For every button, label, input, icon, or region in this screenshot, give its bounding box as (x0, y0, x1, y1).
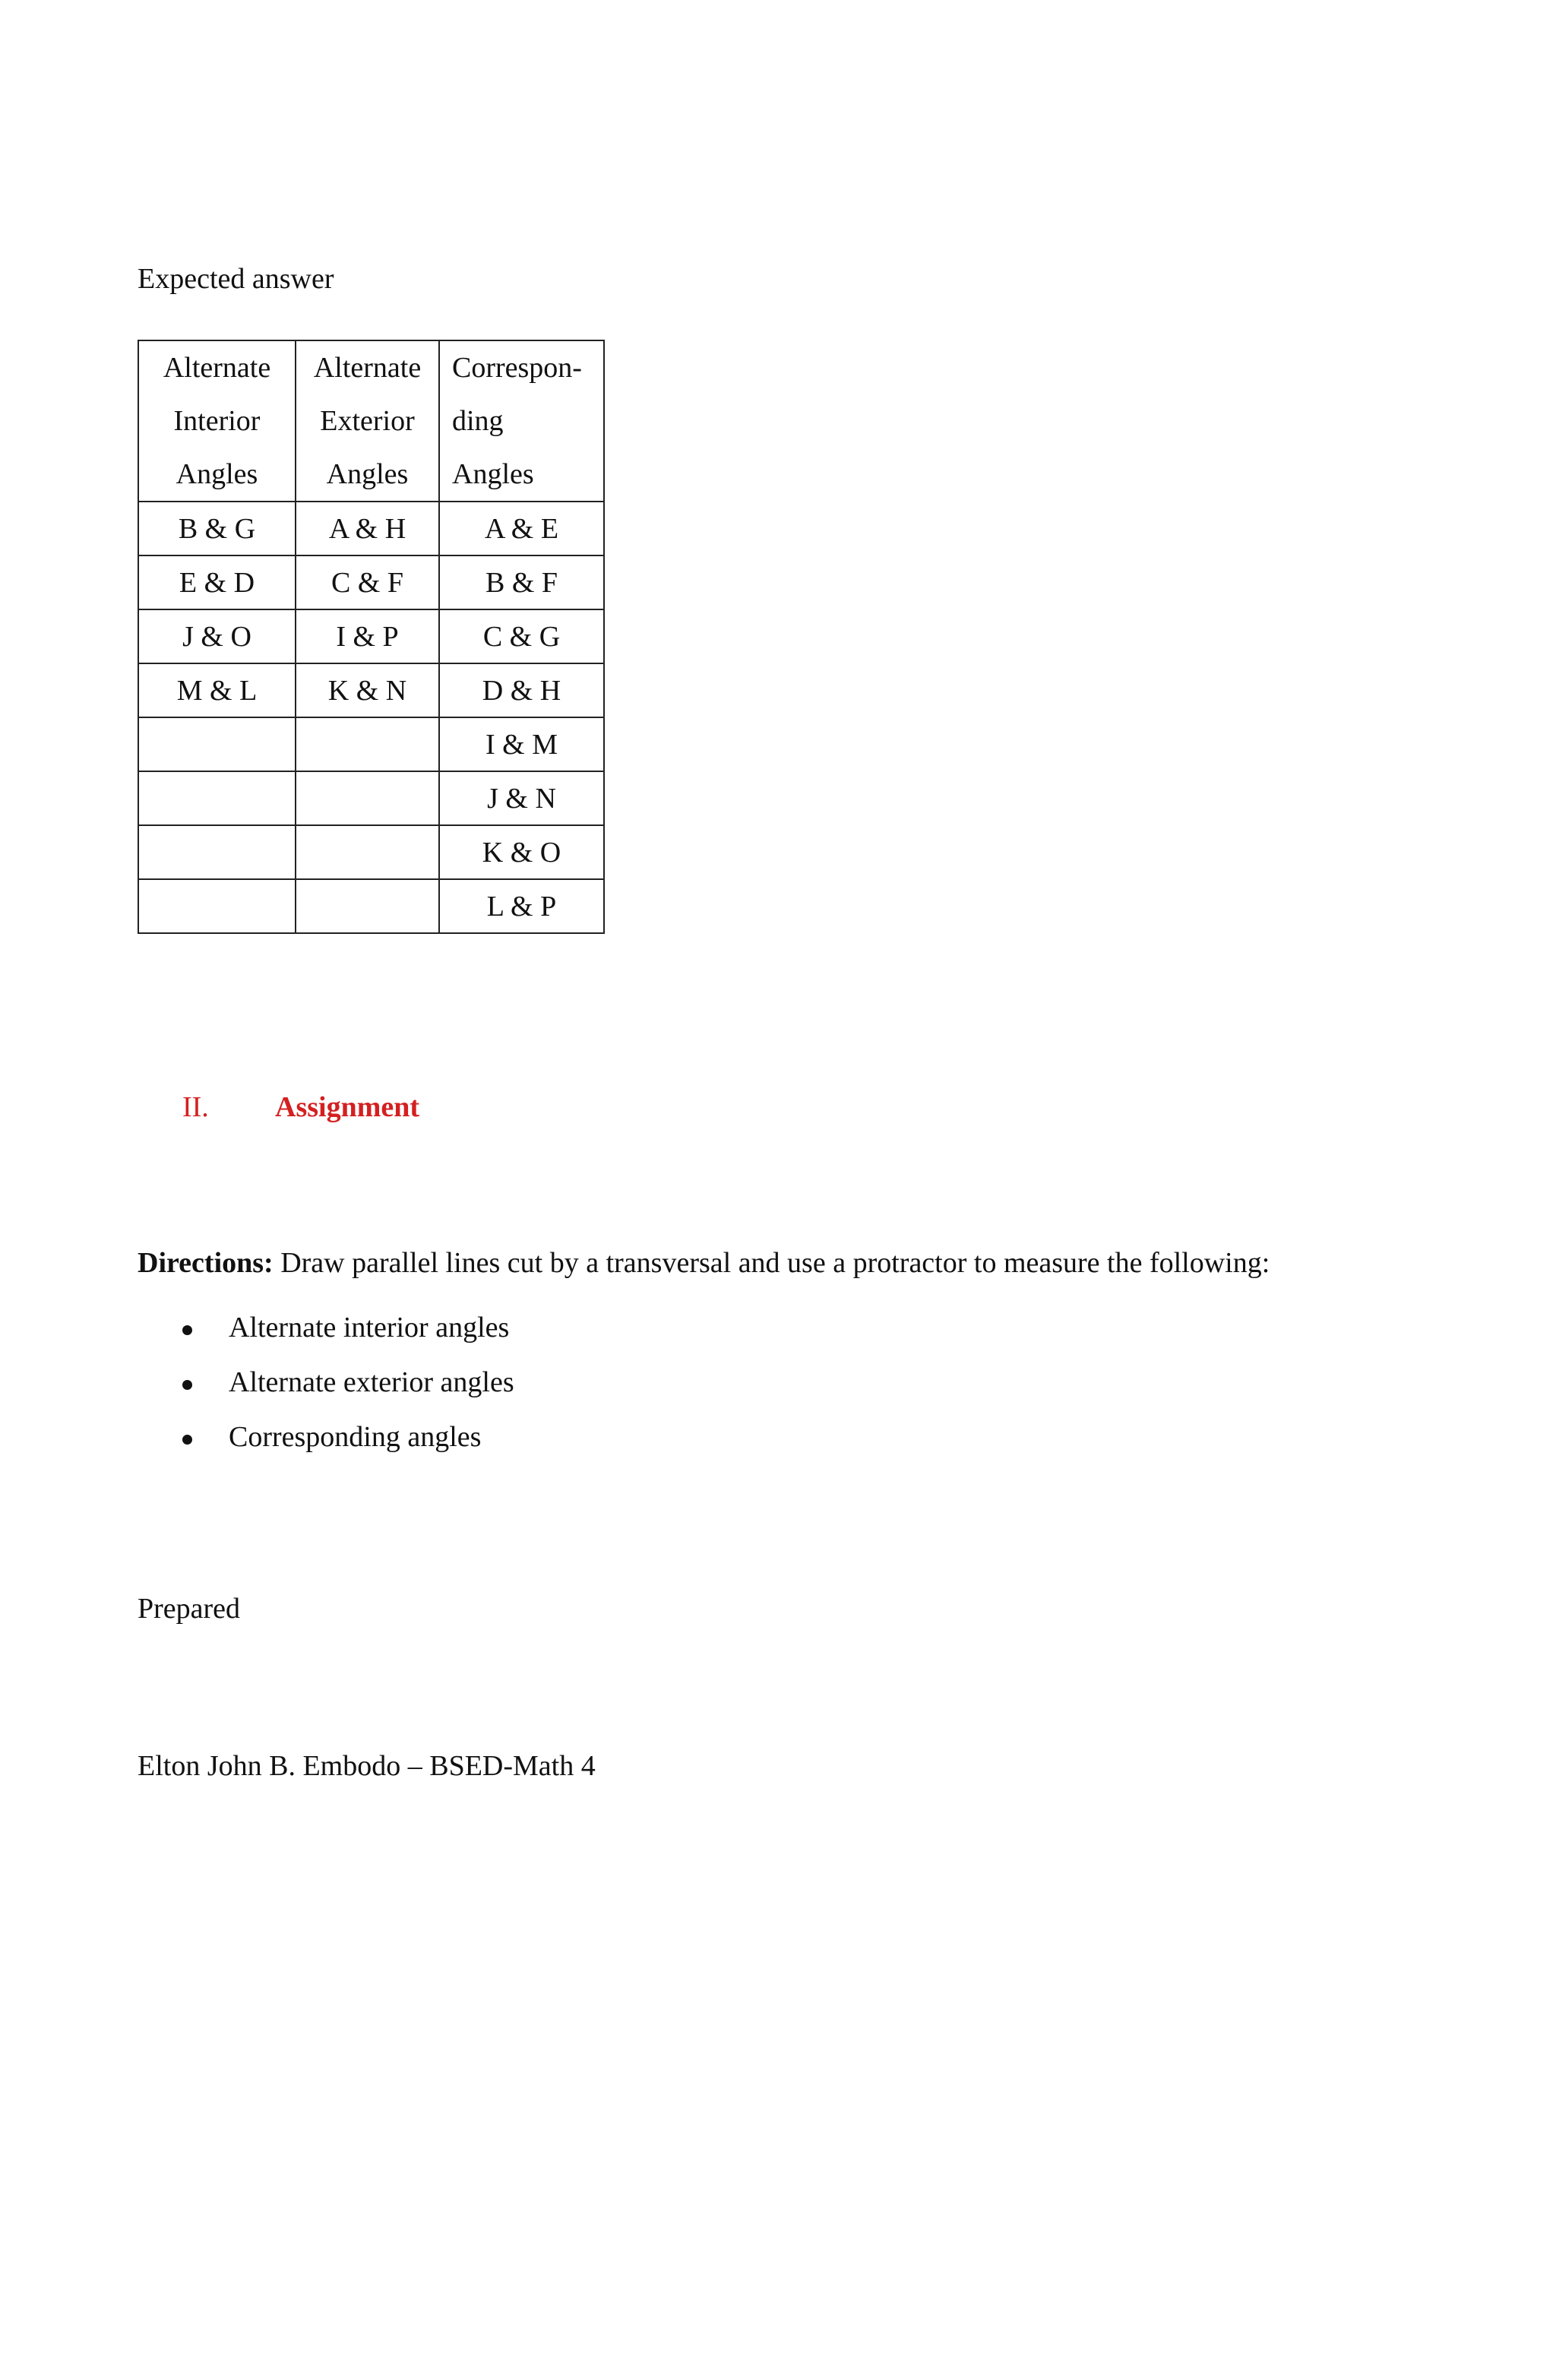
table-header-row (138, 340, 604, 502)
table-row (138, 663, 604, 717)
bullet-dot-icon (182, 1380, 192, 1390)
table-row (138, 825, 604, 879)
table-cell (138, 825, 296, 879)
author-line: Elton John B. Embodo – BSED-Math 4 (138, 1750, 596, 1782)
directions-label: Directions: (138, 1247, 274, 1279)
list-item-text: Alternate exterior angles (229, 1366, 514, 1398)
table-cell (296, 771, 439, 825)
bullet-dot-icon (182, 1435, 192, 1445)
table-cell: L & P (439, 879, 604, 933)
table-cell: K & N (296, 663, 439, 717)
table-cell: E & D (138, 555, 296, 609)
directions-text: Draw parallel lines cut by a transversal and use a protractor to measure the following: (273, 1247, 1270, 1279)
table-row (138, 771, 604, 825)
table-cell: B & G (138, 502, 296, 555)
list-item-text: Alternate interior angles (229, 1312, 510, 1343)
list-item-text: Corresponding angles (229, 1421, 482, 1453)
table-row (138, 502, 604, 555)
table-cell: A & H (296, 502, 439, 555)
table-cell: K & O (439, 825, 604, 879)
header-corresponding: Correspon- ding Angles (439, 340, 604, 502)
table-cell: D & H (439, 663, 604, 717)
table-cell: B & F (439, 555, 604, 609)
table-cell: J & N (439, 771, 604, 825)
table-cell: C & F (296, 555, 439, 609)
angle-pairs-table (138, 340, 605, 934)
table-row (138, 717, 604, 771)
table-cell: M & L (138, 663, 296, 717)
header-alternate-interior: Alternate Interior Angles (138, 340, 296, 502)
bullet-dot-icon (182, 1325, 192, 1335)
table-cell (138, 771, 296, 825)
table-cell: C & G (439, 609, 604, 663)
table-cell (296, 879, 439, 933)
table-cell (296, 825, 439, 879)
table-cell: I & P (296, 609, 439, 663)
table-row (138, 879, 604, 933)
table-cell: I & M (439, 717, 604, 771)
prepared-label: Prepared (138, 1593, 241, 1625)
table-cell: J & O (138, 609, 296, 663)
expected-answer-label: Expected answer (138, 263, 334, 295)
section-title: Assignment (275, 1091, 420, 1123)
table-cell (138, 717, 296, 771)
table-cell (138, 879, 296, 933)
table-cell (296, 717, 439, 771)
directions-paragraph (138, 1249, 1270, 1277)
table-row (138, 555, 604, 609)
header-alternate-exterior: Alternate Exterior Angles (296, 340, 439, 502)
table-row (138, 609, 604, 663)
section-number: II. (182, 1091, 209, 1123)
table-cell: A & E (439, 502, 604, 555)
